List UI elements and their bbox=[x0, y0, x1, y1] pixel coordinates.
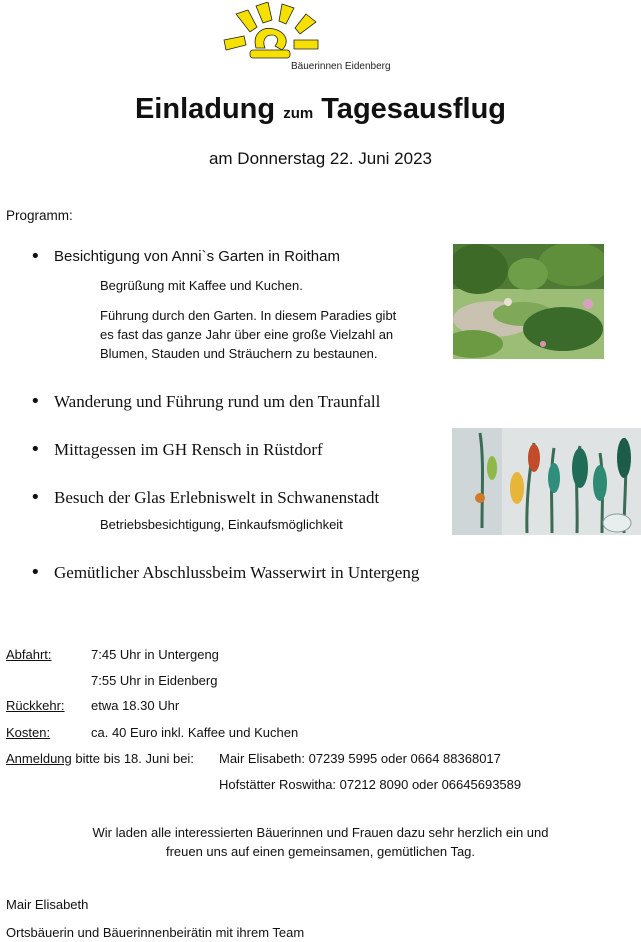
bullet-icon: • bbox=[30, 246, 41, 267]
anmeldung-line bbox=[6, 749, 194, 768]
bullet-icon: • bbox=[30, 487, 41, 508]
program-item-4-detail-1: Betriebsbesichtigung, Einkaufsmöglichkeit bbox=[100, 517, 343, 532]
program-item-1-detail-3: es fast das ganze Jahr über eine große Vielzahl an bbox=[100, 327, 394, 342]
title-part-2: zum bbox=[283, 105, 314, 122]
program-item-3: Mittagessen im GH Rensch in Rüstdorf bbox=[54, 440, 323, 459]
title-part-3: Tagesausflug bbox=[321, 93, 507, 125]
signature-role: Ortsbäuerin und Bäuerinnenbeirätin mit ihrem Team bbox=[6, 925, 305, 940]
bullet-icon: • bbox=[30, 439, 41, 460]
kosten-value: ca. 40 Euro inkl. Kaffee und Kuchen bbox=[91, 725, 299, 740]
program-item-1-detail-2: Führung durch den Garten. In diesem Paradies gibt bbox=[100, 308, 397, 323]
program-item-4: Besuch der Glas Erlebniswelt in Schwanenstadt bbox=[54, 488, 380, 507]
abfahrt-label: Abfahrt: bbox=[6, 647, 52, 662]
program-item-5: Gemütlicher Abschlussbeim Wasserwirt in Untergeng bbox=[54, 563, 420, 582]
title-part-1: Einladung bbox=[134, 93, 276, 125]
organization-name: Bäuerinnen Eidenberg bbox=[291, 61, 391, 72]
program-item-2: Wanderung und Führung rund um den Traunfall bbox=[54, 392, 381, 411]
sun-logo-icon bbox=[222, 2, 322, 62]
contact-1: Mair Elisabeth: 07239 5995 oder 0664 88368017 bbox=[219, 751, 501, 766]
event-date: am Donnerstag 22. Juni 2023 bbox=[208, 149, 433, 168]
program-label: Programm: bbox=[6, 208, 73, 223]
rueckkehr-value: etwa 18.30 Uhr bbox=[91, 698, 180, 713]
anmeldung-suffix: bitte bis 18. Juni bei: bbox=[75, 751, 194, 766]
garden-photo bbox=[453, 244, 604, 359]
abfahrt-value-2: 7:55 Uhr in Eidenberg bbox=[91, 673, 218, 688]
bullet-icon: • bbox=[30, 391, 41, 412]
rueckkehr-label: Rückkehr: bbox=[6, 698, 65, 713]
anmeldung-label: Anmeldung bbox=[6, 751, 72, 766]
closing-line-2: freuen uns auf einen gemeinsamen, gemütlichen Tag. bbox=[165, 844, 476, 859]
glass-art-photo bbox=[452, 428, 641, 535]
kosten-label: Kosten: bbox=[6, 725, 51, 740]
program-item-1-detail-4: Blumen, Stauden und Sträuchern zu bestaunen. bbox=[100, 346, 378, 361]
signature-name: Mair Elisabeth bbox=[6, 897, 89, 912]
page-title bbox=[0, 93, 641, 126]
program-item-1: Besichtigung von Anni`s Garten in Roitham bbox=[54, 248, 340, 265]
abfahrt-value-1: 7:45 Uhr in Untergeng bbox=[91, 647, 219, 662]
closing-line-1: Wir laden alle interessierten Bäuerinnen und Frauen dazu sehr herzlich ein und bbox=[92, 825, 549, 840]
program-item-1-detail-1: Begrüßung mit Kaffee und Kuchen. bbox=[100, 278, 303, 293]
bullet-icon: • bbox=[30, 562, 41, 583]
contact-2: Hofstätter Roswitha: 07212 8090 oder 06645693589 bbox=[219, 777, 522, 792]
